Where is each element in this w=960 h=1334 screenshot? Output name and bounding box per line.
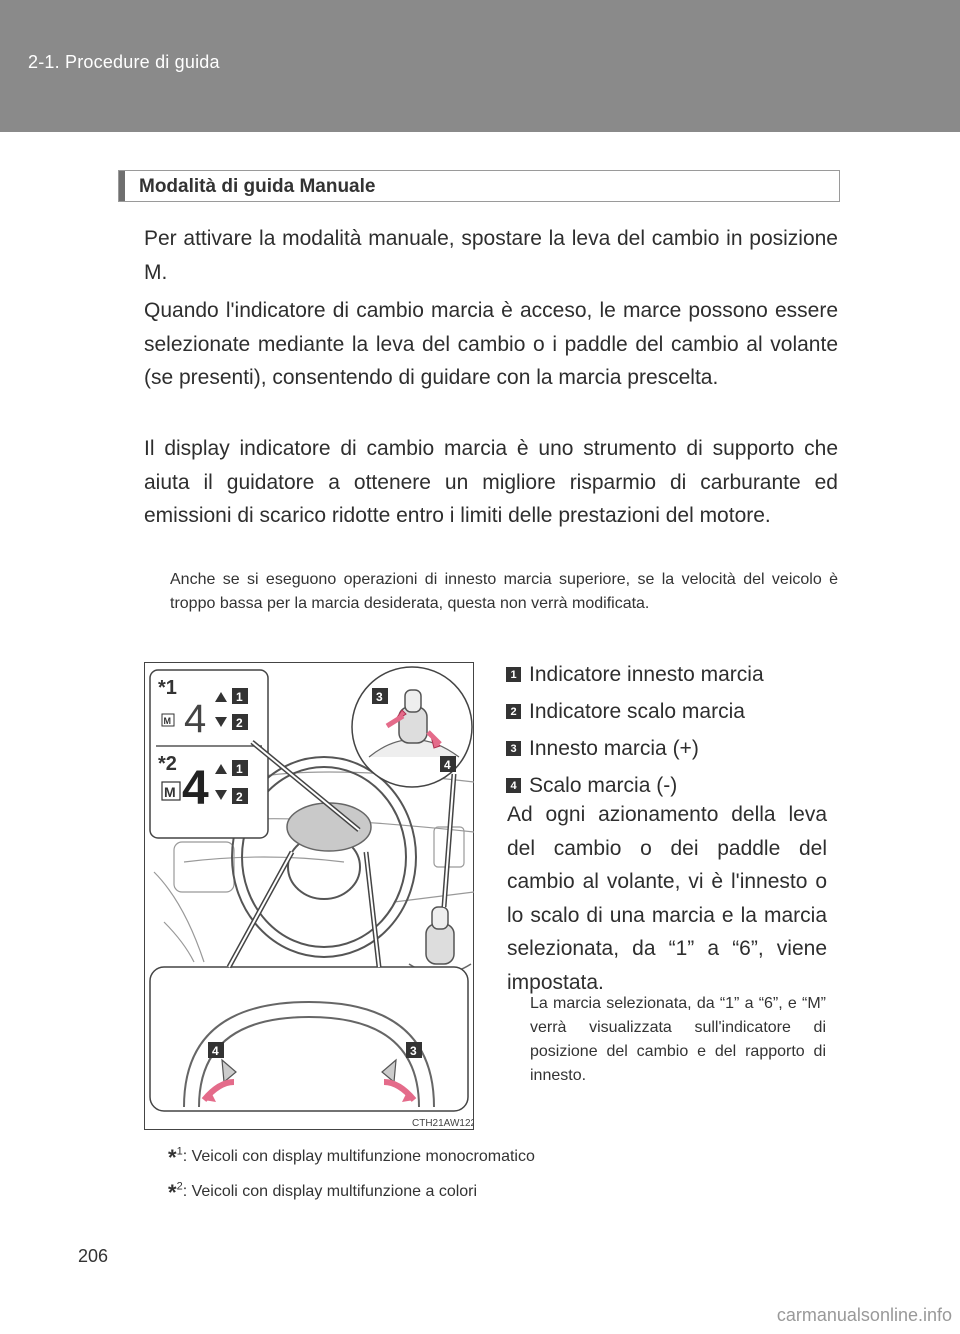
- legend-label: Innesto marcia (+): [529, 736, 699, 760]
- watermark[interactable]: carmanualsonline.info: [776, 1305, 952, 1325]
- svg-text:4: 4: [444, 758, 451, 772]
- svg-text:3: 3: [376, 690, 383, 704]
- callout-3-badge: 3: [506, 741, 521, 756]
- paddle-shifter-inset: [150, 967, 474, 1129]
- breadcrumb: 2-1. Procedure di guida: [28, 52, 220, 72]
- legend-label: Indicatore innesto marcia: [529, 662, 764, 686]
- gear-lever-inset: [352, 667, 472, 787]
- legend-label: Scalo marcia (-): [529, 773, 678, 797]
- svg-text:1: 1: [236, 762, 243, 776]
- section-title: Modalità di guida Manuale: [139, 176, 376, 197]
- svg-text:3: 3: [410, 1044, 417, 1058]
- mono-gear-digit: 4: [184, 697, 207, 741]
- legend-item: [506, 730, 840, 767]
- svg-text:M: M: [164, 784, 176, 800]
- svg-text:4: 4: [212, 1044, 219, 1058]
- page-number: 206: [78, 1246, 109, 1266]
- header-band: [0, 0, 960, 132]
- star-1-label: *1: [158, 677, 177, 699]
- svg-text:2: 2: [236, 716, 243, 730]
- gear-shift-figure: [144, 662, 474, 1130]
- display-inset: [150, 670, 268, 838]
- paragraph-3: Il display indicatore di cambio marcia è uno strumento di supporto che aiuta il guidatore a ottenere un migliore risparmio di carburante ed emissioni di scarico ridotte entro i limiti delle prestazioni del motore.: [144, 437, 838, 527]
- callout-1-badge: 1: [506, 667, 521, 682]
- legend-item: [506, 693, 840, 730]
- paragraph-2: Quando l'indicatore di cambio marcia è acceso, le marce possono essere selezionate mediante la leva del cambio o i paddle del cambio al volante (se presenti), consentendo di guidare con la marcia prescelta.: [144, 299, 838, 389]
- svg-text:1: 1: [236, 690, 243, 704]
- star-2-label: *2: [158, 753, 177, 775]
- footnote-1: *$^1$: Veicoli con display multifunzione monocromatico: [168, 1145, 535, 1170]
- callout-4-badge: 4: [506, 778, 521, 793]
- svg-text:M: M: [163, 716, 171, 726]
- legend-paragraph: Ad ogni azionamento della leva del cambio o dei paddle del cambio al volante, vi è l'innesto o lo scalo di una marcia e la marcia selezionata, da “1” a “6”, viene impostata.: [507, 803, 827, 994]
- note-text: Anche se si eseguono operazioni di innesto marcia superiore, se la velocità del veicolo è troppo bassa per la marcia desiderata, questa non verrà modificata.: [170, 571, 838, 612]
- footnote-2: *$^2$: Veicoli con display multifunzione a colori: [168, 1180, 478, 1205]
- legend-item: [506, 656, 840, 693]
- legend-note: La marcia selezionata, da “1” a “6”, e “M” verrà visualizzata sull'indicatore di posizione del cambio e del rapporto di innesto.: [530, 995, 826, 1084]
- legend-label: Indicatore scalo marcia: [529, 699, 745, 723]
- heading-accent-bar: [119, 171, 125, 201]
- paragraph-1: Per attivare la modalità manuale, spostare la leva del cambio in posizione M.: [144, 227, 838, 284]
- svg-text:2: 2: [236, 790, 243, 804]
- color-gear-digit: 4: [182, 762, 209, 815]
- figure-illustration: [144, 662, 474, 1130]
- section-heading: [118, 170, 840, 202]
- callout-2-badge: 2: [506, 704, 521, 719]
- figure-code: CTH21AW122: [412, 1118, 474, 1129]
- figure-legend: [506, 656, 840, 804]
